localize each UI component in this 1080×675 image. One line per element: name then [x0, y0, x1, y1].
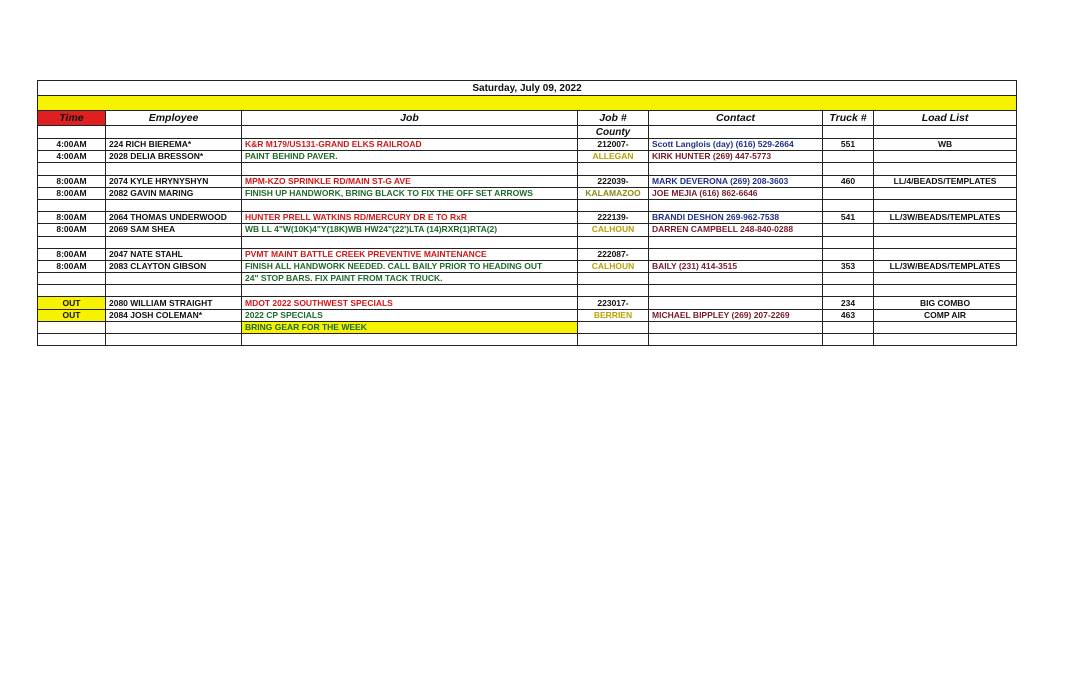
- load-cell: COMP AIR: [874, 309, 1017, 321]
- header-load-list: Load List: [874, 111, 1017, 126]
- empty-cell: [242, 334, 578, 346]
- table-row: [38, 309, 1017, 321]
- contact-cell: KIRK HUNTER (269) 447-5773: [649, 151, 823, 163]
- job-cell: BRING GEAR FOR THE WEEK: [242, 321, 578, 333]
- page-title: Saturday, July 09, 2022: [38, 81, 1017, 96]
- load-cell: BIG COMBO: [874, 297, 1017, 309]
- empty-cell: [823, 334, 874, 346]
- time-cell: OUT: [38, 309, 106, 321]
- employee-cell: 2069 SAM SHEA: [106, 224, 242, 236]
- load-cell: [874, 224, 1017, 236]
- county-cell: BERRIEN: [578, 309, 649, 321]
- table-row: [38, 212, 1017, 224]
- job-no-cell: 223017-: [578, 297, 649, 309]
- truck-cell: 541: [823, 212, 874, 224]
- employee-cell: 2084 JOSH COLEMAN*: [106, 309, 242, 321]
- empty-cell: [106, 163, 242, 175]
- empty-cell: [578, 236, 649, 248]
- time-cell: 8:00AM: [38, 248, 106, 260]
- table-row: [38, 175, 1017, 187]
- empty-cell: [874, 126, 1017, 139]
- time-cell: 8:00AM: [38, 175, 106, 187]
- table-row: [38, 187, 1017, 199]
- empty-cell: [578, 163, 649, 175]
- empty-cell: [823, 236, 874, 248]
- empty-cell: [823, 126, 874, 139]
- empty-cell: [38, 199, 106, 211]
- contact-cell: BAILY (231) 414-3515: [649, 260, 823, 272]
- load-cell: [874, 151, 1017, 163]
- job-no-cell: 222087-: [578, 248, 649, 260]
- load-cell: LL/3W/BEADS/TEMPLATES: [874, 260, 1017, 272]
- truck-cell: [823, 151, 874, 163]
- time-cell: 8:00AM: [38, 212, 106, 224]
- empty-cell: [106, 334, 242, 346]
- county-cell: ALLEGAN: [578, 151, 649, 163]
- truck-cell: [823, 224, 874, 236]
- table-row: [38, 321, 1017, 333]
- contact-cell: Scott Langlois (day) (616) 529-2664: [649, 139, 823, 151]
- contact-cell: JOE MEJIA (616) 862-6646: [649, 187, 823, 199]
- truck-cell: 463: [823, 309, 874, 321]
- job-cell: HUNTER PRELL WATKINS RD/MERCURY DR E TO RxR: [242, 212, 578, 224]
- county-cell: CALHOUN: [578, 224, 649, 236]
- empty-cell: [106, 285, 242, 297]
- table-row: [38, 151, 1017, 163]
- truck-cell: 460: [823, 175, 874, 187]
- employee-cell: 2082 GAVIN MARING: [106, 187, 242, 199]
- employee-cell: 2083 CLAYTON GIBSON: [106, 260, 242, 272]
- job-no-cell: [578, 321, 649, 333]
- time-cell: 8:00AM: [38, 224, 106, 236]
- load-cell: WB: [874, 139, 1017, 151]
- empty-cell: [242, 285, 578, 297]
- empty-cell: [578, 199, 649, 211]
- table-row: [38, 224, 1017, 236]
- empty-cell: [649, 285, 823, 297]
- empty-cell: [874, 163, 1017, 175]
- empty-cell: [106, 199, 242, 211]
- header-contact: Contact: [649, 111, 823, 126]
- empty-cell: [823, 163, 874, 175]
- job-cell: FINISH ALL HANDWORK NEEDED. CALL BAILY PRIOR TO HEADING OUT: [242, 260, 578, 272]
- empty-cell: [106, 236, 242, 248]
- schedule-table: [37, 80, 1017, 346]
- empty-cell: [874, 285, 1017, 297]
- truck-cell: 551: [823, 139, 874, 151]
- contact-cell: MICHAEL BIPPLEY (269) 207-2269: [649, 309, 823, 321]
- empty-cell: [874, 334, 1017, 346]
- employee-cell: 2080 WILLIAM STRAIGHT: [106, 297, 242, 309]
- header-job: Job: [242, 111, 578, 126]
- header-employee: Employee: [106, 111, 242, 126]
- spacer-row: [38, 334, 1017, 346]
- header-row: [38, 111, 1017, 126]
- employee-cell: 2074 KYLE HRYNYSHYN: [106, 175, 242, 187]
- truck-cell: 353: [823, 260, 874, 272]
- county-cell: CALHOUN: [578, 260, 649, 272]
- header-job-no: Job #: [578, 111, 649, 126]
- empty-cell: [38, 334, 106, 346]
- employee-cell: [106, 321, 242, 333]
- time-cell: 8:00AM: [38, 260, 106, 272]
- contact-cell: [649, 273, 823, 285]
- table-row: [38, 139, 1017, 151]
- empty-cell: [823, 285, 874, 297]
- spacer-row: [38, 285, 1017, 297]
- employee-cell: 2064 THOMAS UNDERWOOD: [106, 212, 242, 224]
- truck-cell: [823, 321, 874, 333]
- empty-cell: [242, 163, 578, 175]
- job-cell: MDOT 2022 SOUTHWEST SPECIALS: [242, 297, 578, 309]
- time-cell: 4:00AM: [38, 151, 106, 163]
- load-cell: [874, 248, 1017, 260]
- contact-cell: [649, 321, 823, 333]
- job-cell: WB LL 4"W(10K)4"Y(18K)WB HW24"(22')LTA (14)RXR(1)RTA(2): [242, 224, 578, 236]
- job-cell: 24" STOP BARS. FIX PAINT FROM TACK TRUCK.: [242, 273, 578, 285]
- spacer-row: [38, 163, 1017, 175]
- employee-cell: 224 RICH BIEREMA*: [106, 139, 242, 151]
- yellow-band: [38, 96, 1017, 111]
- empty-cell: [649, 126, 823, 139]
- load-cell: [874, 321, 1017, 333]
- load-cell: LL/4/BEADS/TEMPLATES: [874, 175, 1017, 187]
- job-cell: FINISH UP HANDWORK, BRING BLACK TO FIX THE OFF SET ARROWS: [242, 187, 578, 199]
- yellow-band-cell: [38, 96, 1017, 111]
- empty-cell: [578, 285, 649, 297]
- truck-cell: 234: [823, 297, 874, 309]
- job-cell: PAINT BEHIND PAVER.: [242, 151, 578, 163]
- job-no-cell: 222039-: [578, 175, 649, 187]
- header-county: County: [578, 126, 649, 139]
- truck-cell: [823, 248, 874, 260]
- empty-cell: [874, 199, 1017, 211]
- job-no-cell: 222139-: [578, 212, 649, 224]
- empty-cell: [649, 236, 823, 248]
- header-time: Time: [38, 111, 106, 126]
- employee-cell: 2047 NATE STAHL: [106, 248, 242, 260]
- empty-cell: [874, 236, 1017, 248]
- table-row: [38, 260, 1017, 272]
- contact-cell: [649, 248, 823, 260]
- subheader-row: [38, 126, 1017, 139]
- empty-cell: [242, 199, 578, 211]
- truck-cell: [823, 273, 874, 285]
- job-cell: K&R M179/US131-GRAND ELKS RAILROAD: [242, 139, 578, 151]
- spacer-row: [38, 236, 1017, 248]
- job-cell: MPM-KZO SPRINKLE RD/MAIN ST-G AVE: [242, 175, 578, 187]
- contact-cell: DARREN CAMPBELL 248-840-0288: [649, 224, 823, 236]
- truck-cell: [823, 187, 874, 199]
- empty-cell: [38, 163, 106, 175]
- empty-cell: [578, 334, 649, 346]
- job-no-cell: [578, 273, 649, 285]
- job-cell: 2022 CP SPECIALS: [242, 309, 578, 321]
- time-cell: [38, 273, 106, 285]
- spacer-row: [38, 199, 1017, 211]
- job-cell: PVMT MAINT BATTLE CREEK PREVENTIVE MAINTENANCE: [242, 248, 578, 260]
- time-cell: [38, 321, 106, 333]
- time-cell: 4:00AM: [38, 139, 106, 151]
- table-row: [38, 248, 1017, 260]
- empty-cell: [823, 199, 874, 211]
- time-cell: OUT: [38, 297, 106, 309]
- empty-cell: [106, 126, 242, 139]
- contact-cell: MARK DEVERONA (269) 208-3603: [649, 175, 823, 187]
- title-row: [38, 81, 1017, 96]
- table-row: [38, 273, 1017, 285]
- job-no-cell: 212007-: [578, 139, 649, 151]
- load-cell: [874, 187, 1017, 199]
- contact-cell: [649, 297, 823, 309]
- empty-cell: [242, 236, 578, 248]
- empty-cell: [38, 126, 106, 139]
- employee-cell: [106, 273, 242, 285]
- load-cell: [874, 273, 1017, 285]
- empty-cell: [649, 199, 823, 211]
- header-truck: Truck #: [823, 111, 874, 126]
- table-row: [38, 297, 1017, 309]
- county-cell: KALAMAZOO: [578, 187, 649, 199]
- empty-cell: [649, 163, 823, 175]
- load-cell: LL/3W/BEADS/TEMPLATES: [874, 212, 1017, 224]
- employee-cell: 2028 DELIA BRESSON*: [106, 151, 242, 163]
- empty-cell: [649, 334, 823, 346]
- contact-cell: BRANDI DESHON 269-962-7538: [649, 212, 823, 224]
- empty-cell: [242, 126, 578, 139]
- empty-cell: [38, 236, 106, 248]
- empty-cell: [38, 285, 106, 297]
- time-cell: 8:00AM: [38, 187, 106, 199]
